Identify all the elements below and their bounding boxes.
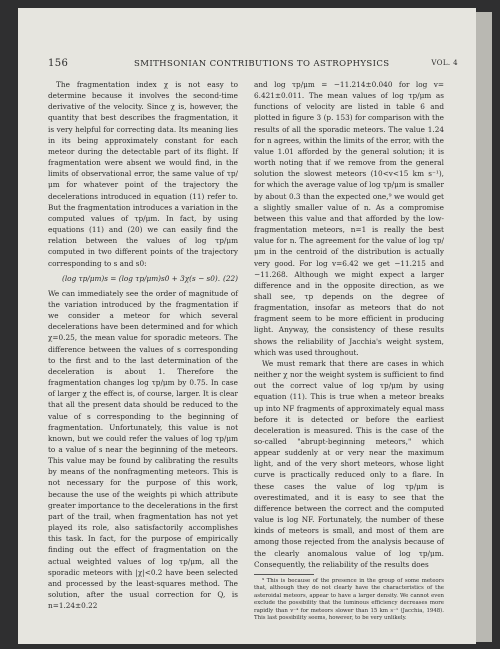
equation-body: (log τp/μm)s = (log τp/μm)s0 + 3χ(s − s0). xyxy=(62,273,221,283)
paragraph-abrupt-beginning: We must remark that there are cases in which neither χ nor the weight system is sufficient to find out the correct value of log τp/μm by using equation (11). This is true when a meteor breaks up into NF fragments of approximately equal mass before it is detected or before the earliest deceleration is measured. This is the case of the so-called "abrupt-beginning meteors," which appear suddenly at or very near the maximum light, and of the very short meteors, whose light curve is practically reduced only to a flare. In these cases the value of log τp/μm is overestimated, and it is easy to see that the difference between the correct and the computed value is log NF. Fortunately, the number of these kinds of meteors is small, and most of them are among those rejected from the analysis because of the clearly anomalous value of log τp/μm. Consequently, the reliability of the results does xyxy=(254,358,444,569)
equation-22 xyxy=(62,273,238,284)
running-head xyxy=(48,58,458,72)
right-column xyxy=(254,79,444,622)
left-column xyxy=(48,79,238,611)
journal-title: SMITHSONIAN CONTRIBUTIONS TO ASTROPHYSICS xyxy=(134,59,390,69)
journal-page xyxy=(18,8,476,644)
paragraph-mean-values: and log τp/μm = −11.214±0.040 for log v= 6.421±0.011. The mean values of log τp/μm as functions of velocity are listed in table 6 and plotted in figure 3 (p. 153) for comparison with the results of all the sporadic meteors. The value 1.24 for n agrees, within the limits of the error, with the value 1.01 afforded by the general solution; it is worth noting that if we remove from the general solution the slowest meteors (10<v<15 km s⁻¹), for which the average value of log τp/μm is smaller by about 0.3 than the expected one,⁹ we would get a slightly smaller value of n. As a compromise between this value and that afforded by the low-fragmentation meteors, n=1 is really the best value for n. The agreement for the value of log τp/μm in the centroid of the distribution is actually very good. For log v=6.42 we get −11.215 and −11.268. Although we might expect a larger difference and in the opposite direction, as we shall see, τp depends on the degree of fragmentation, insofar as meteors that do not fragment seem to be more efficient in producing light. Anyway, the consistency of these results shows the reliability of Jacchia's weight system, which was used throughout. xyxy=(254,80,444,357)
paragraph-fragmentation-index: The fragmentation index χ is not easy to determine because it involves the second-time derivative of the velocity. Since χ is, however, the quantity that best describes the fragmentation, it is very helpful for correcting data. Its meaning lies in its being approximately constant for each meteor during the detectable part of its flight. If fragmentation were absent we would find, in the limits of observational error, the same value of τp/μm for whatever point of the trajectory the decelerations introduced in equation (11) refer to. But the fragmentation introduces a variation in the computed values of τp/μm. In fact, by using equations (11) and (20) we can easily find the relation between the values of log τp/μm computed in two different points of the trajectory corresponding to s and s0: xyxy=(48,80,238,268)
equation-number: (22) xyxy=(223,273,238,283)
page-number: 156 xyxy=(48,58,69,69)
footnote-rule xyxy=(254,574,314,575)
paragraph-order-of-magnitude: We can immediately see the order of magnitude of the variation introduced by the fragmentation if we consider a meteor for which several decelerations have been determined and for which χ=0.25, the mean value for sporadic meteors. The difference between the values of s corresponding to the first and to the last determination of the deceleration is about 1. Therefore the fragmentation changes log τp/μm by 0.75. In case of larger χ the effect is, of course, larger. It is clear that all the present data should be reduced to the value of s corresponding to the beginning of fragmentation. Unfortunately, this value is not known, but we could refer the values of log τp/μm to a value of s near the beginning of the meteors. This value may be found by calibrating the results by means of the nonfragmenting meteors. This is not necessary for the purpose of this work, because the use of the weights pi which attribute greater importance to the decelerations in the first part of the trail, when fragmentation has not yet played its role, also satisfactorily accomplishes this task. In fact, for the purpose of empirically finding out the effect of fragmentation on the actual weighted values of log τp/μm, all the sporadic meteors with |χ|<0.2 have been selected and processed by the least-squares method. The solution, after the usual correction for Q, is n=1.24±0.22 xyxy=(48,288,238,611)
volume-label: VOL. 4 xyxy=(431,59,458,67)
footnote-9: ⁹ This is because of the presence in the group of some meteors that, although they do not clearly have the characteristics of the asteroidal meteors, appear to have a larger density. We cannot even exclude the possibility that the luminous efficiency decreases more rapidly than v⁻⁴ for meteors slower than 15 km s⁻¹ (Jacchia, 1948). This last possibility seems, however, to be very unlikely. xyxy=(254,577,444,621)
